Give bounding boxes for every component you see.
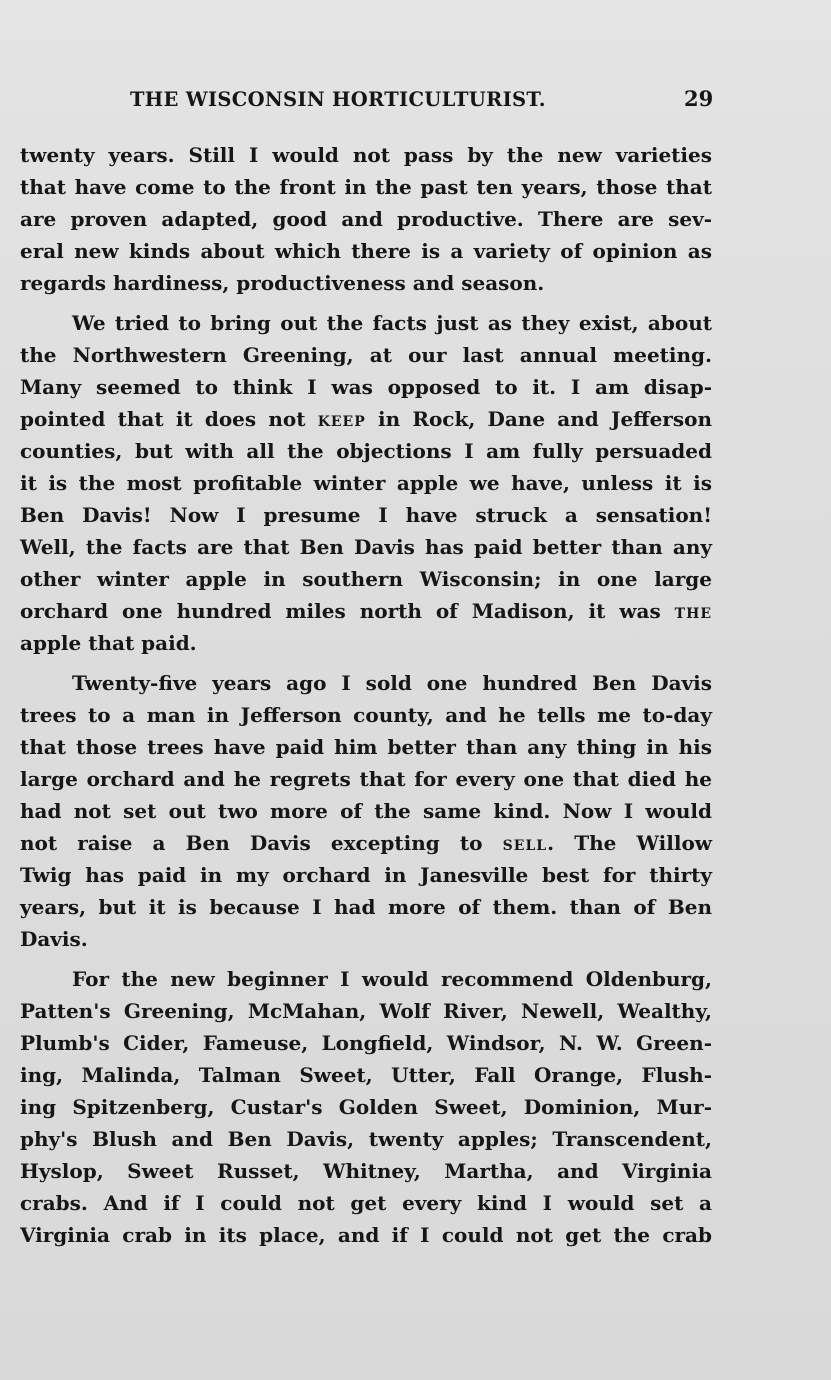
text-line: apple that paid.: [20, 631, 197, 655]
text-line: For the new beginner I would recommend Oldenburg,: [72, 967, 712, 991]
text-line: trees to a man in Jefferson county, and he tells me to-day: [20, 703, 712, 727]
text-line: regards hardiness, productiveness and season.: [20, 271, 545, 295]
text-line: counties, but with all the objections I am fully persuaded: [20, 439, 712, 463]
text-line: Plumb's Cider, Fameuse, Longfield, Windsor, N. W. Green-: [20, 1031, 712, 1055]
text-line: Virginia crab in its place, and if I could not get the crab: [20, 1223, 712, 1247]
text-line: orchard one hundred miles north of Madison, it was the: [20, 599, 712, 623]
text-line: that those trees have paid him better than any thing in his: [20, 735, 712, 759]
text-line: other winter apple in southern Wisconsin; in one large: [20, 567, 712, 591]
running-header-title: THE WISCONSIN HORTICULTURIST.: [130, 88, 546, 111]
text-line: Ben Davis! Now I presume I have struck a sensation!: [20, 503, 712, 527]
text-line: that have come to the front in the past ten years, those that: [20, 175, 712, 199]
running-header: [0, 84, 831, 118]
text-line: Twenty-five years ago I sold one hundred Ben Davis: [72, 671, 712, 695]
text-line: not raise a Ben Davis excepting to sell. The Willow: [20, 831, 712, 855]
text-line: had not set out two more of the same kind. Now I would: [20, 799, 712, 823]
text-line: twenty years. Still I would not pass by the new varieties: [20, 143, 712, 167]
text-line: eral new kinds about which there is a variety of opinion as: [20, 239, 712, 263]
text-line: We tried to bring out the facts just as they exist, about: [72, 311, 712, 335]
text-line: Many seemed to think I was opposed to it. I am disap-: [20, 375, 712, 399]
text-line: large orchard and he regrets that for every one that died he: [20, 767, 712, 791]
text-line: Hyslop, Sweet Russet, Whitney, Martha, and Virginia: [20, 1159, 712, 1183]
text-line: Well, the facts are that Ben Davis has paid better than any: [20, 535, 712, 559]
text-line: ing Spitzenberg, Custar's Golden Sweet, Dominion, Mur-: [20, 1095, 712, 1119]
text-line: phy's Blush and Ben Davis, twenty apples; Transcendent,: [20, 1127, 712, 1151]
text-line: pointed that it does not keep in Rock, Dane and Jefferson: [20, 407, 712, 431]
text-line: crabs. And if I could not get every kind I would set a: [20, 1191, 712, 1215]
text-line: years, but it is because I had more of them. than of Ben: [20, 895, 712, 919]
text-line: it is the most profitable winter apple we have, unless it is: [20, 471, 712, 495]
text-line: Twig has paid in my orchard in Janesville best for thirty: [20, 863, 712, 887]
text-line: ing, Malinda, Talman Sweet, Utter, Fall Orange, Flush-: [20, 1063, 712, 1087]
text-line: are proven adapted, good and productive. There are sev-: [20, 207, 712, 231]
text-line: the Northwestern Greening, at our last annual meeting.: [20, 343, 712, 367]
text-line: Davis.: [20, 927, 88, 951]
page-number: 29: [684, 86, 714, 111]
text-line: Patten's Greening, McMahan, Wolf River, Newell, Wealthy,: [20, 999, 712, 1023]
